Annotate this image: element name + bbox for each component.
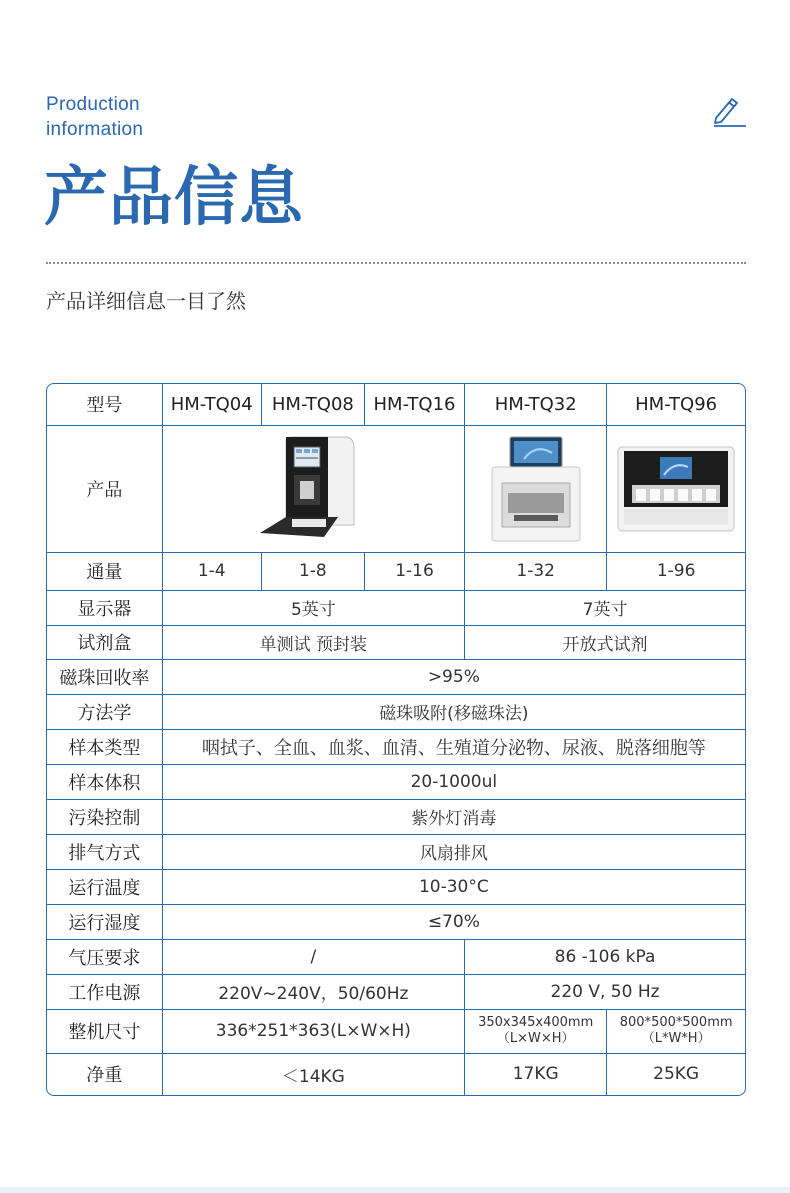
table-row-humidity — [47, 904, 745, 939]
page-title: 产品信息 — [44, 160, 304, 235]
row-label-sample-type: 样本类型 — [47, 729, 162, 764]
row-label-temperature: 运行温度 — [47, 869, 162, 904]
recovery-cell: >95% — [162, 659, 745, 694]
row-label-humidity: 运行湿度 — [47, 904, 162, 939]
table-row-contamination — [47, 799, 745, 834]
throughput-cell: 1-96 — [607, 552, 745, 590]
size-tq96-cell — [607, 1009, 745, 1053]
bottom-strip — [0, 1187, 790, 1193]
row-label-pressure: 气压要求 — [47, 939, 162, 974]
power-small-cell: 220V~240V，50/60Hz — [162, 974, 464, 1009]
exhaust-cell: 风扇排风 — [162, 834, 745, 869]
power-large-cell: 220 V, 50 Hz — [465, 974, 745, 1009]
tq32-extractor-image — [484, 433, 588, 545]
throughput-cell: 1-32 — [465, 552, 607, 590]
contamination-cell: 紫外灯消毒 — [162, 799, 745, 834]
row-label-display: 显示器 — [47, 590, 162, 625]
table-row-sample-type — [47, 729, 745, 764]
row-label-power: 工作电源 — [47, 974, 162, 1009]
table-row-sample-volume — [47, 764, 745, 799]
table-row-display — [47, 590, 745, 625]
row-label-reagent: 试剂盒 — [47, 625, 162, 659]
display-small-cell: 5英寸 — [162, 590, 464, 625]
row-label-product: 产品 — [47, 425, 162, 552]
weight-tq96-cell: 25KG — [607, 1053, 745, 1095]
model-cell: HM-TQ04 — [162, 384, 261, 425]
table-row-power — [47, 974, 745, 1009]
table-row-temperature — [47, 869, 745, 904]
size-tq32-cell — [465, 1009, 607, 1053]
weight-small-cell: ＜14KG — [162, 1053, 464, 1095]
reagent-large-cell: 开放式试剂 — [465, 625, 745, 659]
pencil-edit-icon — [708, 92, 748, 132]
row-label-sample-volume: 样本体积 — [47, 764, 162, 799]
table-row-pressure — [47, 939, 745, 974]
temperature-cell: 10-30°C — [162, 869, 745, 904]
display-large-cell: 7英寸 — [465, 590, 745, 625]
spec-table-container — [46, 383, 746, 1096]
tq96-extractor-image — [614, 441, 738, 537]
size-tq96-line1: 800*500*500mm — [619, 1015, 733, 1030]
humidity-cell: ≤70% — [162, 904, 745, 939]
row-label-recovery: 磁珠回收率 — [47, 659, 162, 694]
row-label-method: 方法学 — [47, 694, 162, 729]
model-cell: HM-TQ08 — [261, 384, 364, 425]
size-tq32-line2: （L×W×H） — [496, 1031, 575, 1046]
table-row-method — [47, 694, 745, 729]
table-row-recovery — [47, 659, 745, 694]
table-row-model — [47, 384, 745, 425]
weight-tq32-cell: 17KG — [465, 1053, 607, 1095]
table-row-weight — [47, 1053, 745, 1095]
row-label-model: 型号 — [47, 384, 162, 425]
dotted-divider — [46, 262, 746, 264]
method-cell: 磁珠吸附(移磁珠法) — [162, 694, 745, 729]
pressure-large-cell: 86 -106 kPa — [465, 939, 745, 974]
model-cell: HM-TQ96 — [607, 384, 745, 425]
size-small-cell: 336*251*363(L×W×H) — [162, 1009, 464, 1053]
compact-extractor-image — [258, 433, 368, 545]
model-cell: HM-TQ16 — [364, 384, 464, 425]
row-label-exhaust: 排气方式 — [47, 834, 162, 869]
sample-volume-cell: 20-1000ul — [162, 764, 745, 799]
spec-table — [47, 384, 745, 1095]
reagent-small-cell: 单测试 预封装 — [162, 625, 464, 659]
row-label-weight: 净重 — [47, 1053, 162, 1095]
sample-type-cell: 咽拭子、全血、血浆、血清、生殖道分泌物、尿液、脱落细胞等 — [162, 729, 745, 764]
throughput-cell: 1-8 — [261, 552, 364, 590]
product-image-cell — [465, 425, 607, 552]
row-label-contamination: 污染控制 — [47, 799, 162, 834]
size-tq96-line2: （L*W*H） — [641, 1031, 711, 1046]
english-heading-line2: information — [46, 119, 144, 140]
row-label-size: 整机尺寸 — [47, 1009, 162, 1053]
page-subtitle: 产品详细信息一目了然 — [46, 289, 246, 313]
table-row-reagent — [47, 625, 745, 659]
product-image-cell — [607, 425, 745, 552]
product-image-cell — [162, 425, 464, 552]
row-label-throughput: 通量 — [47, 552, 162, 590]
english-heading — [46, 92, 143, 142]
table-row-throughput — [47, 552, 745, 590]
table-row-size — [47, 1009, 745, 1053]
english-heading-line1: Production — [46, 94, 140, 115]
model-cell: HM-TQ32 — [465, 384, 607, 425]
throughput-cell: 1-16 — [364, 552, 464, 590]
throughput-cell: 1-4 — [162, 552, 261, 590]
table-row-product — [47, 425, 745, 552]
pressure-small-cell: / — [162, 939, 464, 974]
size-tq32-line1: 350x345x400mm — [478, 1015, 594, 1030]
table-row-exhaust — [47, 834, 745, 869]
